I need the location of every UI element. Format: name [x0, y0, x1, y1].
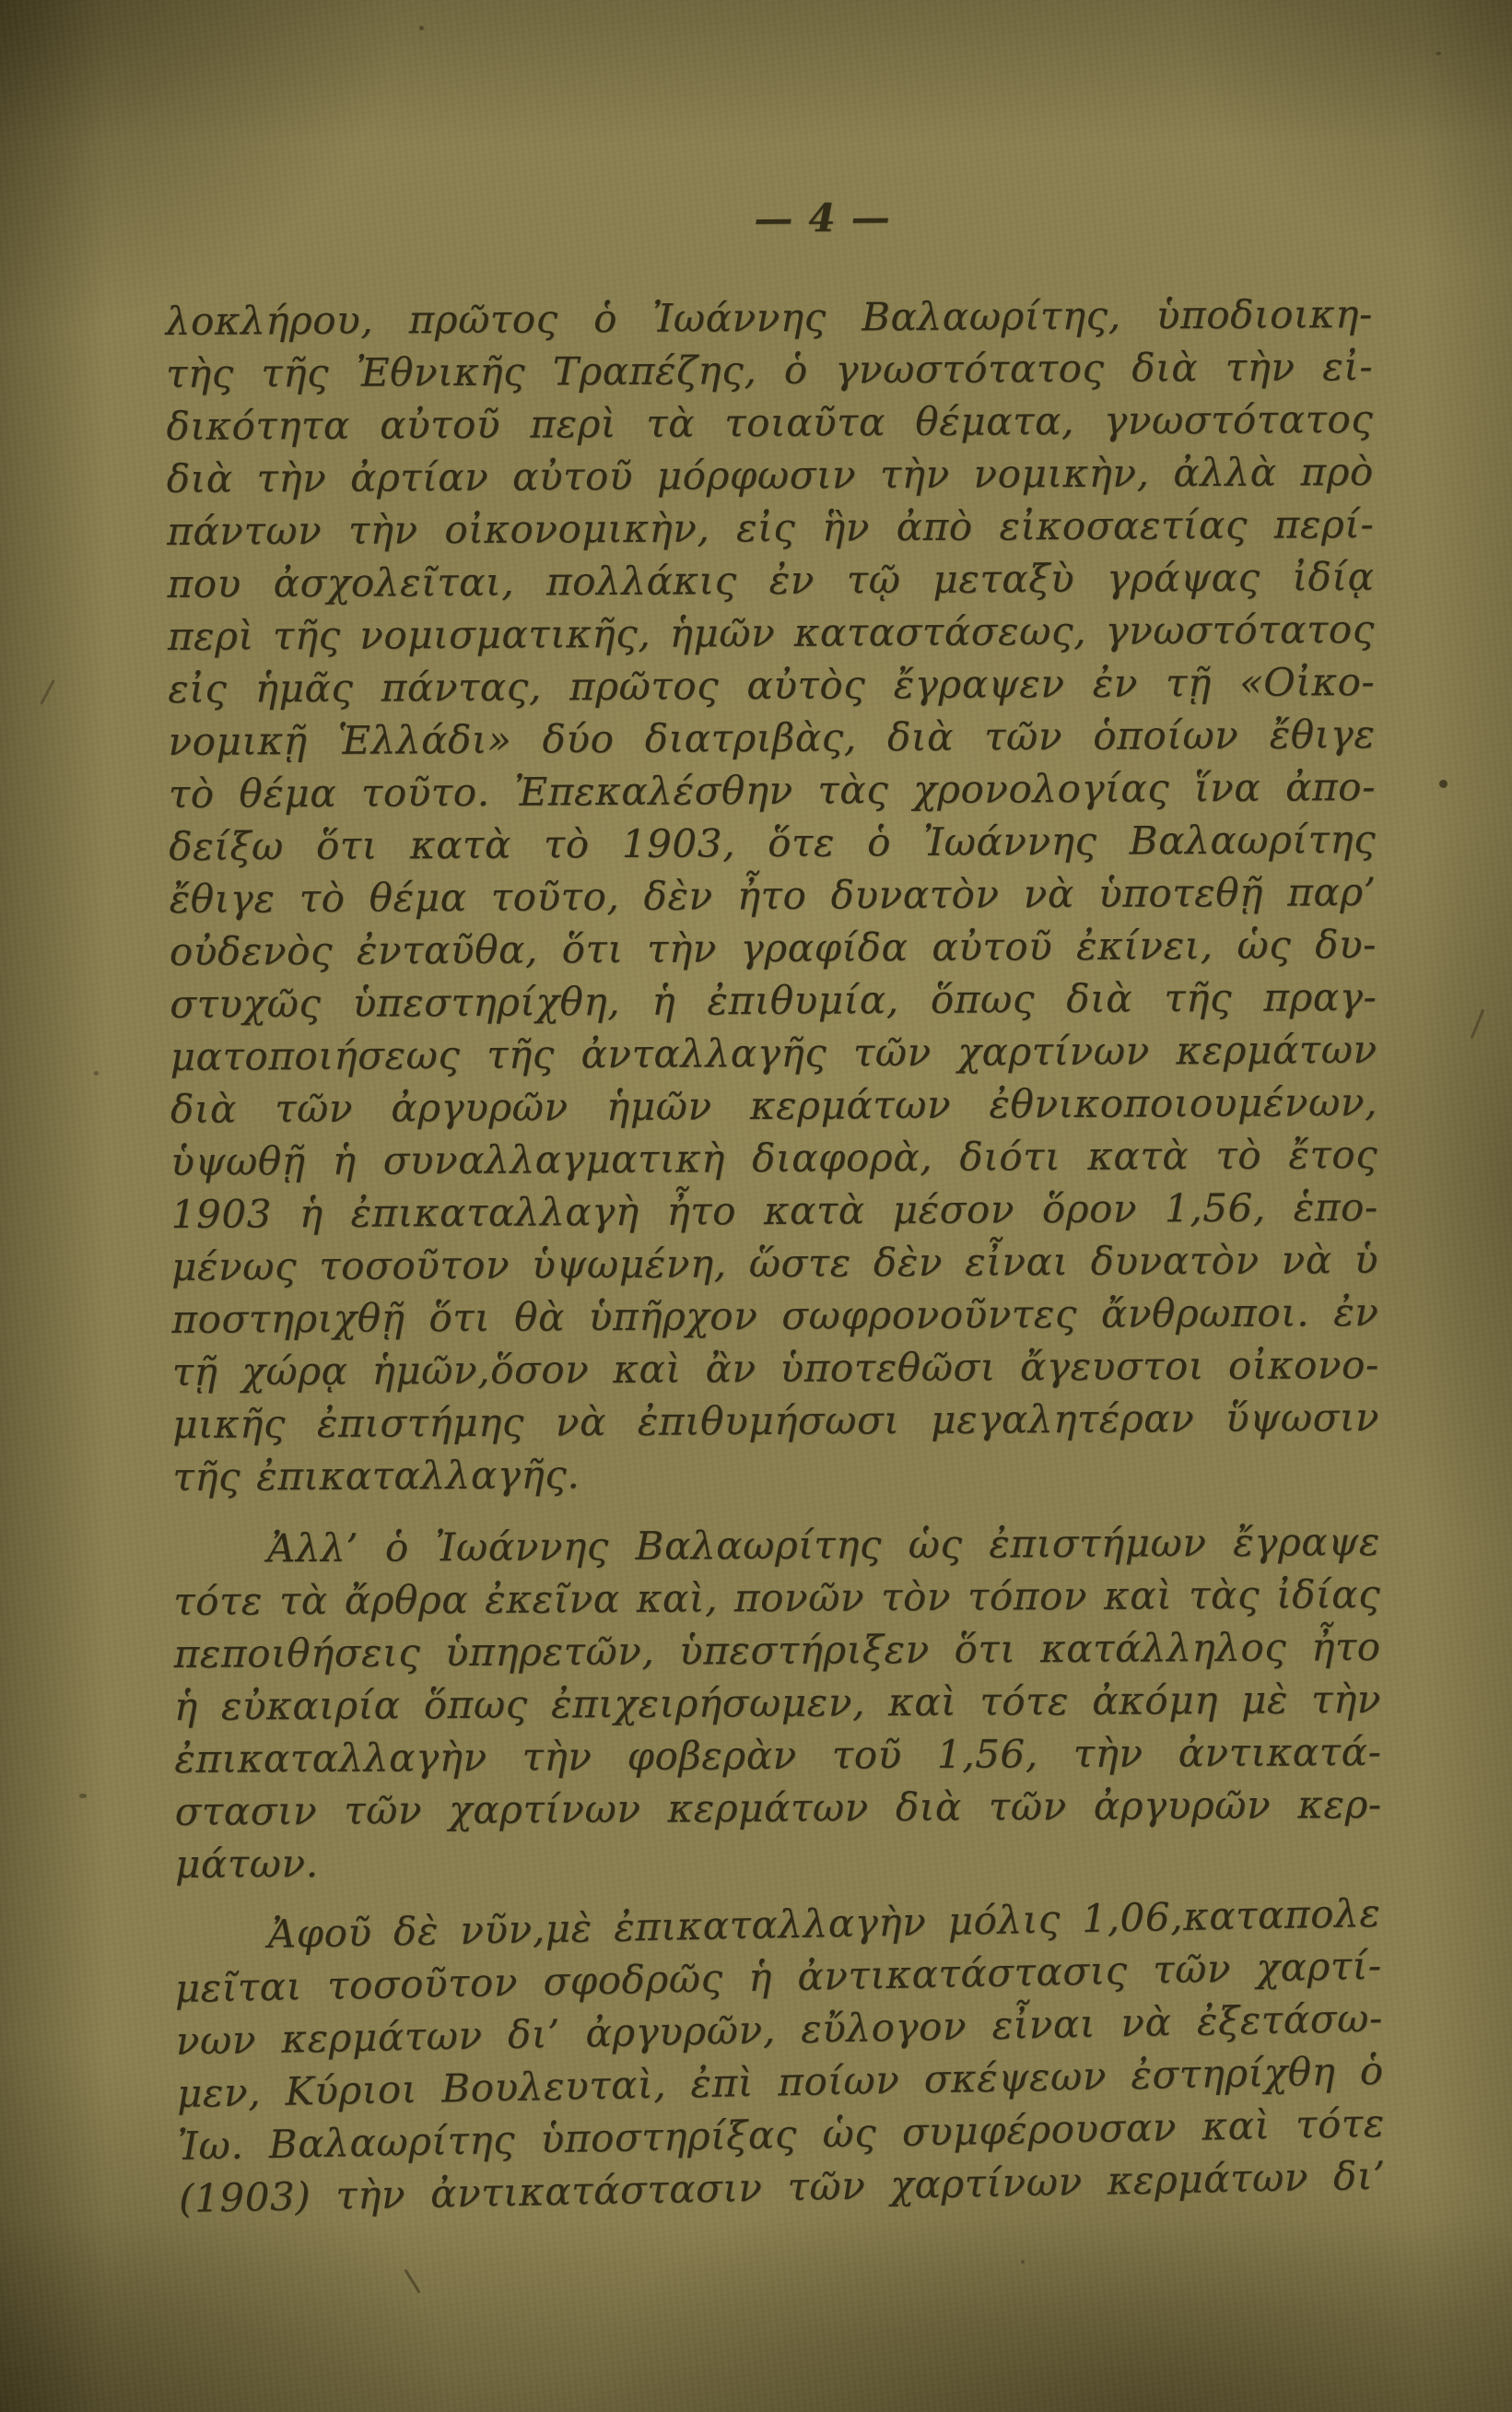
text-line: Ἰω. Βαλαωρίτης ὑποστηρίξας ὡς συμφέρουσαν καὶ τότε [177, 2100, 1386, 2169]
paragraph [173, 1887, 1386, 2225]
text-line: μάτων. [174, 1841, 319, 1887]
text-line: μένως τοσοῦτον ὑψωμένη, ὥστε δὲν εἶναι δυνατὸν νὰ ὑ [170, 1236, 1379, 1290]
text-line: οὐδενὸς ἐνταῦθα, ὅτι τὴν γραφίδα αὐτοῦ ἐκίνει, ὡς δυ- [169, 922, 1377, 975]
text-line: ἐπικαταλλαγὴν τὴν φοβερὰν τοῦ 1,56, τὴν ἀντικατά- [174, 1728, 1382, 1782]
text-line: Ἀλλ’ ὁ Ἰωάννης Βαλαωρίτης ὡς ἐπιστήμων ἔγραψε [266, 1518, 1381, 1571]
text-line: μεῖται τοσοῦτον σφοδρῶς ἡ ἀντικατάστασις τῶν χαρτί- [174, 1942, 1382, 2011]
paragraph [173, 1515, 1382, 1890]
text-line: στυχῶς ὑπεστηρίχθη, ἡ ἐπιθυμία, ὅπως διὰ τῆς πραγ- [170, 974, 1377, 1028]
text-line: εἰς ἡμᾶς πάντας, πρῶτος αὐτὸς ἔγραψεν ἐν τῇ «Οἰκο- [168, 659, 1376, 712]
text-line: διὰ τῶν ἀργυρῶν ἡμῶν κερμάτων ἐθνικοποιουμένων, [170, 1079, 1378, 1133]
text-line: στασιν τῶν χαρτίνων κερμάτων διὰ τῶν ἀργυρῶν κερ- [174, 1781, 1382, 1834]
scan-speck [79, 1794, 87, 1798]
text-line: Ἀφοῦ δὲ νῦν,μὲ ἐπικαταλλαγὴν μόλις 1,06,καταπολε [267, 1889, 1381, 1958]
text-line: τότε τὰ ἄρθρα ἐκεῖνα καὶ, πονῶν τὸν τόπον καὶ τὰς ἰδίας [173, 1571, 1381, 1624]
text-line: πεποιθήσεις ὑπηρετῶν, ὑπεστήριξεν ὅτι κατάλληλος ἦτο [173, 1623, 1381, 1677]
header-dash-left: — [754, 195, 794, 241]
text-line: που ἀσχολεῖται, πολλάκις ἐν τῷ μεταξὺ γράψας ἰδίᾳ [167, 554, 1375, 607]
text-line: 1903 ἡ ἐπικαταλλαγὴ ἦτο κατὰ μέσον ὅρον 1,56, ἑπο- [170, 1184, 1378, 1238]
text-line: ματοποιήσεως τῆς ἀνταλλαγῆς τῶν χαρτίνων κερμάτων [170, 1027, 1377, 1080]
paragraph [166, 288, 1380, 1503]
text-line: νομικῇ Ἑλλάδι» δύο διατριβὰς, διὰ τῶν ὁποίων ἔθιγε [168, 712, 1376, 765]
page-text [166, 288, 1385, 2225]
scan-speck [1021, 2260, 1025, 2264]
text-line: ἔθιγε τὸ θέμα τοῦτο, δὲν ἦτο δυνατὸν νὰ ὑποτεθῇ παρ’ [169, 869, 1377, 923]
scan-speck [94, 1071, 99, 1076]
scan-speck [40, 679, 55, 705]
text-line: ὑψωθῇ ἡ συναλλαγματικὴ διαφορὰ, διότι κατὰ τὸ ἔτος [170, 1132, 1378, 1185]
text-line: πάντων τὴν οἰκονομικὴν, εἰς ἣν ἀπὸ εἰκοσαετίας περί- [167, 501, 1375, 555]
text-line: περὶ τῆς νομισματικῆς, ἡμῶν καταστάσεως, γνωστότατος [167, 606, 1376, 660]
text-line: διὰ τὴν ἀρτίαν αὐτοῦ μόρφωσιν τὴν νομικὴν, ἀλλὰ πρὸ [166, 449, 1374, 502]
header-dash-right: — [850, 194, 891, 241]
text-line: τῆς ἐπικαταλλαγῆς. [172, 1452, 580, 1500]
text-line: τὸ θέμα τοῦτο. Ἐπεκαλέσθην τὰς χρονολογίας ἵνα ἀπο- [168, 764, 1377, 818]
scan-speck [419, 26, 424, 30]
text-line: τῇ χώρᾳ ἡμῶν,ὅσον καὶ ἂν ὑποτεθῶσι ἄγευστοι οἰκονο- [171, 1341, 1379, 1394]
scan-speck [1471, 1009, 1485, 1040]
scan-speck [1436, 52, 1441, 55]
scan-speck [404, 2268, 420, 2293]
text-line: ποστηριχθῇ ὅτι θὰ ὑπῆρχον σωφρονοῦντες ἄνθρωποι. ἐν [171, 1288, 1379, 1342]
text-line: ἡ εὐκαιρία ὅπως ἐπιχειρήσωμεν, καὶ τότε ἀκόμη μὲ τὴν [173, 1676, 1382, 1729]
text-line: δικότητα αὐτοῦ περὶ τὰ τοιαῦτα θέματα, γνωστότατος [166, 396, 1374, 450]
text-line: (1903) τὴν ἀντικατάστασιν τῶν χαρτίνων κερμάτων δι’ [178, 2152, 1387, 2221]
text-line: μικῆς ἐπιστήμης νὰ ἐπιθυμήσωσι μεγαλητέραν ὕψωσιν [171, 1394, 1380, 1447]
text-line: νων κερμάτων δι’ ἀργυρῶν, εὔλογον εἶναι νὰ ἐξετάσω- [175, 1994, 1384, 2064]
text-line: μεν, Κύριοι Βουλευταὶ, ἐπὶ ποίων σκέψεων ἐστηρίχθη ὁ [176, 2047, 1385, 2116]
scan-speck [1439, 780, 1448, 788]
page-number: 4 [808, 194, 837, 241]
text-line: δείξω ὅτι κατὰ τὸ 1903, ὅτε ὁ Ἰωάννης Βαλαωρίτης [169, 817, 1377, 870]
page-header [66, 187, 1512, 248]
text-line: λοκλήρου, πρῶτος ὁ Ἰωάννης Βαλαωρίτης, ὑποδιοικη- [165, 291, 1373, 345]
text-line: τὴς τῆς Ἐθνικῆς Τραπέζης, ὁ γνωστότατος διὰ τὴν εἰ- [165, 344, 1374, 397]
